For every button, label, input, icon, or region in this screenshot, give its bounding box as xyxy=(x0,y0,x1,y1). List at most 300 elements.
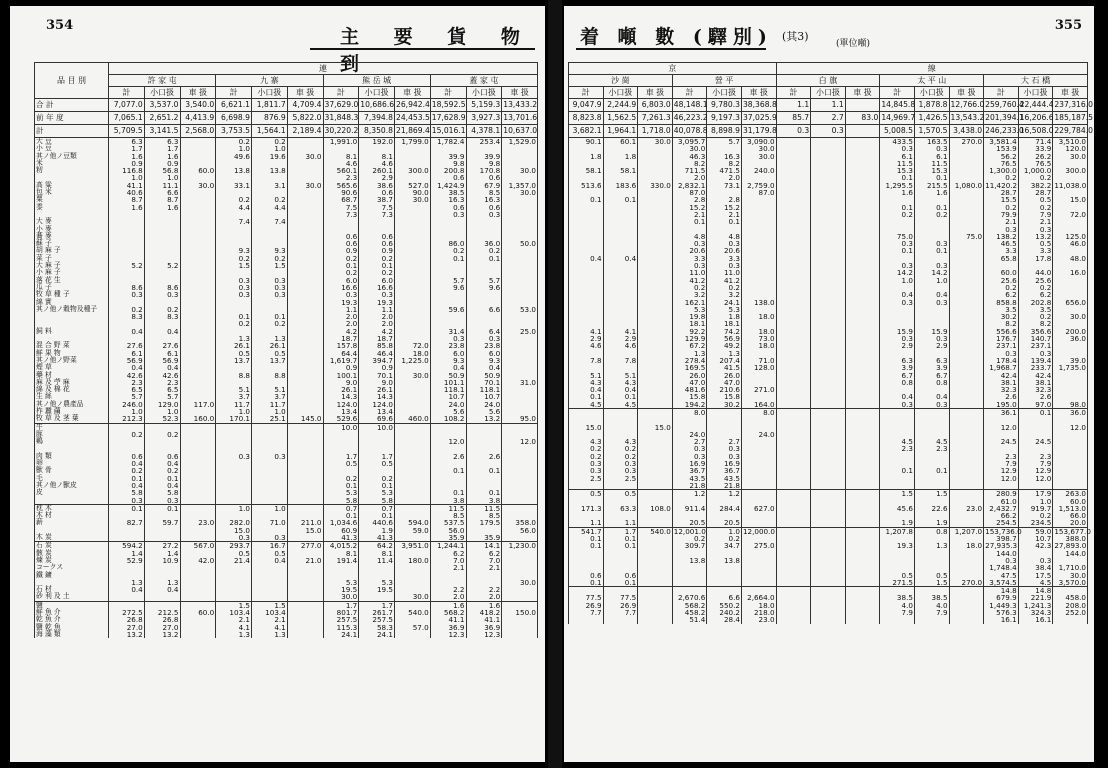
table-cell xyxy=(109,438,145,445)
table-cell: 92.2 xyxy=(672,328,707,335)
table-cell xyxy=(811,372,846,379)
table-cell xyxy=(638,328,673,335)
row-label: 其ノ他ノ野菜 xyxy=(35,357,109,364)
table-cell: 324.3 xyxy=(1018,609,1053,616)
table-cell: 5.1 xyxy=(252,386,288,393)
table-cell xyxy=(845,211,880,218)
table-cell xyxy=(502,196,538,203)
station-header: 沙 崗 xyxy=(569,75,673,87)
table-cell xyxy=(180,379,216,386)
table-cell: 3.9 xyxy=(914,364,949,371)
table-cell: 0.2 xyxy=(1018,313,1053,320)
table-cell xyxy=(180,342,216,349)
table-cell: 6.1 xyxy=(880,153,915,160)
table-row xyxy=(35,211,538,218)
table-cell: 1.7 xyxy=(603,527,638,535)
table-cell: 24.1 xyxy=(359,631,395,638)
table-cell: 1,562.5 xyxy=(603,112,638,125)
table-cell: 11.5 xyxy=(466,504,502,512)
table-cell: 194.2 xyxy=(672,401,707,409)
table-cell: 0.9 xyxy=(359,247,395,254)
table-cell: 44.0 xyxy=(1018,269,1053,276)
table-cell xyxy=(811,445,846,452)
table-cell: 0.1 xyxy=(466,489,502,496)
table-cell xyxy=(638,475,673,482)
table-cell: 0.2 xyxy=(569,453,604,460)
table-cell: 1.3 xyxy=(109,579,145,586)
table-cell: 2,670.6 xyxy=(672,594,707,601)
table-cell: 0.2 xyxy=(1018,174,1053,181)
table-cell xyxy=(1053,616,1088,623)
table-cell xyxy=(603,233,638,240)
table-cell xyxy=(776,475,811,482)
table-cell: 458.2 xyxy=(672,609,707,616)
table-cell: 20.0 xyxy=(1053,519,1088,527)
table-cell xyxy=(949,320,984,327)
table-cell xyxy=(845,564,880,571)
table-cell: 10.9 xyxy=(144,557,180,564)
table-cell: 50.0 xyxy=(502,240,538,247)
table-cell xyxy=(216,226,252,233)
table-cell xyxy=(287,438,323,445)
table-cell xyxy=(395,226,431,233)
table-cell xyxy=(776,145,811,152)
table-cell: 56.9 xyxy=(707,335,742,342)
table-cell xyxy=(638,153,673,160)
table-cell: 237.1 xyxy=(984,342,1019,349)
table-cell xyxy=(144,218,180,225)
table-cell: 58.1 xyxy=(569,167,604,174)
table-cell: 15.0 xyxy=(638,424,673,431)
table-row xyxy=(569,408,1088,416)
table-cell: 24.1 xyxy=(323,631,359,638)
table-cell: 8.0 xyxy=(741,408,776,416)
table-cell: 0.4 xyxy=(466,364,502,371)
table-cell xyxy=(672,564,707,571)
table-cell: 1.1 xyxy=(776,99,811,112)
table-cell: 124.0 xyxy=(359,401,395,408)
table-cell xyxy=(180,313,216,320)
table-cell: 293.7 xyxy=(216,542,252,550)
table-cell xyxy=(603,284,638,291)
table-cell xyxy=(216,233,252,240)
table-cell: 13.4 xyxy=(323,408,359,415)
table-cell xyxy=(287,631,323,638)
table-cell xyxy=(811,431,846,438)
subcol-header: 小口扱 xyxy=(811,87,846,99)
table-cell: 153,677.0 xyxy=(1054,526,1091,536)
table-cell: 41.2 xyxy=(707,277,742,284)
table-cell: 4.3 xyxy=(569,438,604,445)
table-cell: 1.6 xyxy=(430,601,466,609)
table-cell: 876.9 xyxy=(252,112,288,125)
table-cell xyxy=(949,401,984,409)
table-cell xyxy=(502,284,538,291)
table-cell xyxy=(776,519,811,527)
table-cell xyxy=(395,401,431,408)
row-label: 木 炭 xyxy=(35,534,109,542)
table-cell xyxy=(949,145,984,152)
table-cell xyxy=(287,364,323,371)
table-cell: 3.7 xyxy=(216,393,252,400)
table-cell: 0.1 xyxy=(569,535,604,542)
table-cell xyxy=(776,467,811,474)
table-cell xyxy=(949,416,984,423)
row-label: 飼 料 xyxy=(35,328,109,335)
table-cell: 212.5 xyxy=(144,609,180,616)
table-cell: 6.3 xyxy=(144,138,180,146)
table-cell: 1.0 xyxy=(216,145,252,152)
table-cell: 541.7 xyxy=(569,527,604,535)
table-cell xyxy=(287,218,323,225)
table-cell xyxy=(430,262,466,269)
table-cell xyxy=(949,196,984,203)
table-cell xyxy=(949,262,984,269)
table-cell xyxy=(776,160,811,167)
table-cell: 30.0 xyxy=(287,182,323,189)
table-cell: 6.6 xyxy=(466,306,502,313)
table-cell: 70.1 xyxy=(359,372,395,379)
table-cell xyxy=(776,564,811,571)
table-cell: 3,095.7 xyxy=(672,138,707,146)
table-cell xyxy=(603,218,638,225)
table-cell xyxy=(845,277,880,284)
subcol-header: 小口扱 xyxy=(1018,87,1053,99)
table-row xyxy=(569,99,1088,112)
table-cell: 0.2 xyxy=(109,431,145,438)
table-cell: 0.3 xyxy=(359,291,395,298)
table-row xyxy=(569,616,1088,623)
table-cell: 11.1 xyxy=(144,182,180,189)
table-cell xyxy=(287,386,323,393)
table-cell xyxy=(811,438,846,445)
table-cell: 3.5 xyxy=(984,306,1019,313)
table-cell: 208.0 xyxy=(1053,602,1088,609)
table-cell xyxy=(109,269,145,276)
table-cell xyxy=(502,313,538,320)
table-cell xyxy=(569,284,604,291)
table-cell: 2,651.2 xyxy=(144,112,180,125)
table-cell: 15.2 xyxy=(707,204,742,211)
table-cell: 11.4 xyxy=(359,557,395,564)
table-cell xyxy=(252,579,288,586)
table-cell: 2.2 xyxy=(466,586,502,593)
table-cell xyxy=(811,424,846,431)
table-cell: 32.3 xyxy=(984,386,1019,393)
table-cell: 27.6 xyxy=(109,342,145,349)
table-cell xyxy=(845,542,880,549)
row-label: 柞 蠶 繭 xyxy=(35,408,109,415)
table-cell: 82.7 xyxy=(109,519,145,526)
table-cell: 85.7 xyxy=(776,112,811,125)
table-cell xyxy=(776,372,811,379)
table-cell: 1,241.3 xyxy=(1018,602,1053,609)
table-cell: 1,000.0 xyxy=(1018,167,1053,174)
table-cell: 576.3 xyxy=(984,609,1019,616)
table-cell xyxy=(776,512,811,519)
table-cell: 0.3 xyxy=(569,467,604,474)
row-label: 包 米 xyxy=(35,189,109,196)
table-cell: 8,823.8 xyxy=(569,112,604,125)
table-cell xyxy=(287,564,323,571)
table-cell xyxy=(359,564,395,571)
table-cell: 0.1 xyxy=(109,504,145,512)
table-cell: 2.1 xyxy=(707,211,742,218)
table-row xyxy=(35,453,538,460)
table-cell xyxy=(638,306,673,313)
table-cell: 164.0 xyxy=(741,401,776,409)
table-row xyxy=(35,475,538,482)
table-cell xyxy=(845,527,880,535)
table-cell xyxy=(741,196,776,203)
table-cell: 252.0 xyxy=(1053,609,1088,616)
table-cell: 7.7 xyxy=(603,609,638,616)
table-cell xyxy=(216,431,252,438)
table-cell: 38.1 xyxy=(1018,379,1053,386)
table-cell: 1,207.0 xyxy=(949,527,984,535)
table-cell xyxy=(502,204,538,211)
table-cell: 1.1 xyxy=(323,306,359,313)
table-cell: 0.1 xyxy=(880,467,915,474)
table-cell xyxy=(880,453,915,460)
table-cell xyxy=(180,482,216,489)
table-cell: 1.6 xyxy=(109,153,145,160)
table-cell: 0.2 xyxy=(984,174,1019,181)
table-cell xyxy=(672,579,707,587)
table-cell: 0.6 xyxy=(109,453,145,460)
table-cell: 1,991.0 xyxy=(323,138,359,146)
table-cell xyxy=(880,475,915,482)
table-cell: 3,090.0 xyxy=(741,138,776,146)
table-cell xyxy=(252,489,288,496)
table-cell: 9.3 xyxy=(466,357,502,364)
table-cell: 0.1 xyxy=(109,475,145,482)
table-cell xyxy=(502,262,538,269)
table-cell: 4.1 xyxy=(252,624,288,631)
table-cell: 1.0 xyxy=(1018,498,1053,505)
table-cell: 0.1 xyxy=(914,174,949,181)
table-cell: 3,574.5 xyxy=(984,579,1019,587)
table-cell: 6.2 xyxy=(1018,291,1053,298)
row-header: 品 目 別 xyxy=(35,63,109,99)
table-cell: 2.3 xyxy=(144,379,180,386)
table-cell xyxy=(287,379,323,386)
table-cell: 17,628.9 xyxy=(430,112,466,125)
table-cell xyxy=(880,306,915,313)
table-cell xyxy=(144,247,180,254)
table-cell: 7,394.8 xyxy=(359,112,395,125)
table-cell xyxy=(466,291,502,298)
table-cell: 3,141.5 xyxy=(144,125,180,138)
table-cell: 2,432.7 xyxy=(984,505,1019,512)
table-cell: 2.0 xyxy=(323,320,359,327)
table-cell: 15.5 xyxy=(984,196,1019,203)
table-cell: 16.1 xyxy=(984,616,1019,623)
table-cell: 207.4 xyxy=(707,357,742,364)
table-cell: 5.3 xyxy=(672,306,707,313)
table-cell: 183.6 xyxy=(603,182,638,189)
table-cell: 0.1 xyxy=(252,313,288,320)
table-cell xyxy=(109,226,145,233)
table-cell xyxy=(845,386,880,393)
table-cell xyxy=(287,277,323,284)
table-cell: 9,780.3 xyxy=(707,99,742,112)
table-cell: 1.4 xyxy=(109,550,145,557)
table-cell: 51.4 xyxy=(672,616,707,623)
table-cell xyxy=(252,564,288,571)
table-cell: 73.0 xyxy=(741,335,776,342)
table-cell xyxy=(638,512,673,519)
table-cell: 26.1 xyxy=(252,342,288,349)
table-cell xyxy=(776,153,811,160)
table-cell: 3.9 xyxy=(880,364,915,371)
page-number: 354 xyxy=(46,18,74,33)
table-cell xyxy=(180,255,216,262)
table-cell: 21.4 xyxy=(216,557,252,564)
table-cell xyxy=(216,564,252,571)
table-cell: 418.2 xyxy=(466,609,502,616)
page-title: 着 噸 數 (驛別) xyxy=(580,26,773,48)
table-cell xyxy=(144,593,180,601)
table-cell xyxy=(638,240,673,247)
table-cell xyxy=(741,572,776,579)
table-cell: 8.8 xyxy=(216,372,252,379)
table-cell xyxy=(776,189,811,196)
table-cell xyxy=(109,218,145,225)
table-cell xyxy=(430,423,466,431)
table-cell: 19.8 xyxy=(672,313,707,320)
table-cell: 63.3 xyxy=(603,505,638,512)
table-cell xyxy=(569,616,604,623)
table-cell: 15.2 xyxy=(672,204,707,211)
table-cell xyxy=(395,320,431,327)
table-cell: 7.0 xyxy=(430,557,466,564)
table-cell: 270.0 xyxy=(949,579,984,587)
table-cell: 3.1 xyxy=(252,182,288,189)
row-label: 小 麻 子 xyxy=(35,269,109,276)
table-cell: 0.3 xyxy=(914,240,949,247)
table-cell xyxy=(845,160,880,167)
table-cell xyxy=(1053,379,1088,386)
table-cell: 0.6 xyxy=(569,572,604,579)
table-cell: 0.3 xyxy=(914,145,949,152)
table-cell xyxy=(811,218,846,225)
row-label: 皮 xyxy=(35,489,109,496)
table-cell xyxy=(287,593,323,601)
table-cell: 35.9 xyxy=(466,534,502,542)
table-cell: 42.6 xyxy=(109,372,145,379)
table-cell: 140.7 xyxy=(1018,335,1053,342)
table-cell: 38.5 xyxy=(914,594,949,601)
table-cell: 212.3 xyxy=(109,415,145,423)
table-cell: 0.4 xyxy=(109,328,145,335)
table-cell xyxy=(430,475,466,482)
table-cell: 36.9 xyxy=(430,624,466,631)
table-cell xyxy=(776,438,811,445)
table-cell: 1.5 xyxy=(216,601,252,609)
table-cell: 0.3 xyxy=(569,460,604,467)
table-cell: 8.2 xyxy=(1018,320,1053,327)
table-cell xyxy=(741,277,776,284)
row-label: 黍 xyxy=(35,204,109,211)
table-cell: 8.5 xyxy=(466,189,502,196)
table-cell: 15.0 xyxy=(287,527,323,534)
table-cell: 65.8 xyxy=(984,255,1019,262)
table-cell: 2.9 xyxy=(880,342,915,349)
table-cell: 0.1 xyxy=(880,247,915,254)
table-cell xyxy=(180,189,216,196)
table-cell xyxy=(109,247,145,254)
table-cell: 46.0 xyxy=(1053,240,1088,247)
table-cell: 1.8 xyxy=(569,153,604,160)
table-cell: 0.3 xyxy=(672,453,707,460)
table-cell: 30.0 xyxy=(502,579,538,586)
table-cell xyxy=(180,218,216,225)
table-cell xyxy=(776,335,811,342)
table-cell: 56.2 xyxy=(984,153,1019,160)
table-cell xyxy=(776,609,811,616)
table-row xyxy=(569,475,1088,482)
table-cell: 481.6 xyxy=(672,386,707,393)
table-cell xyxy=(949,602,984,609)
table-cell: 3.8 xyxy=(466,497,502,505)
table-cell xyxy=(845,393,880,400)
table-cell: 8.1 xyxy=(323,550,359,557)
table-cell: 309.7 xyxy=(672,542,707,549)
table-cell: 118.1 xyxy=(466,386,502,393)
table-cell: 28.4 xyxy=(707,616,742,623)
table-cell xyxy=(845,535,880,542)
table-cell xyxy=(776,379,811,386)
table-cell: 138.0 xyxy=(741,299,776,306)
table-cell: 37,629.0 xyxy=(323,99,359,112)
table-cell: 3.8 xyxy=(430,497,466,505)
table-cell: 48,148.1 xyxy=(672,99,707,112)
table-cell: 21.8 xyxy=(672,482,707,490)
table-cell xyxy=(252,431,288,438)
table-cell: 66.0 xyxy=(1053,512,1088,519)
table-cell: 30.0 xyxy=(502,167,538,174)
table-cell: 2.6 xyxy=(1018,393,1053,400)
table-cell: 4.8 xyxy=(707,233,742,240)
table-cell xyxy=(811,153,846,160)
table-cell: 0.2 xyxy=(252,196,288,203)
table-cell xyxy=(811,416,846,423)
table-cell: 13.8 xyxy=(252,167,288,174)
table-cell xyxy=(287,299,323,306)
table-cell: 0.2 xyxy=(984,204,1019,211)
table-cell xyxy=(502,460,538,467)
row-label: 綿 及 棉 花 xyxy=(35,386,109,393)
table-cell: 7.9 xyxy=(914,609,949,616)
table-cell: 21,869.4 xyxy=(395,125,431,138)
table-cell xyxy=(252,423,288,431)
table-cell xyxy=(638,350,673,357)
table-cell: 0.1 xyxy=(603,196,638,203)
table-cell xyxy=(287,401,323,408)
table-cell xyxy=(776,431,811,438)
table-cell: 26.1 xyxy=(216,342,252,349)
row-label: 胡 麻 子 xyxy=(35,247,109,254)
table-cell xyxy=(914,424,949,431)
table-cell xyxy=(502,557,538,564)
table-cell: 192.0 xyxy=(359,138,395,146)
table-cell xyxy=(603,226,638,233)
subcol-header: 計 xyxy=(880,87,915,99)
table-row xyxy=(35,631,538,638)
statistics-table-left xyxy=(34,62,538,638)
table-cell xyxy=(741,262,776,269)
